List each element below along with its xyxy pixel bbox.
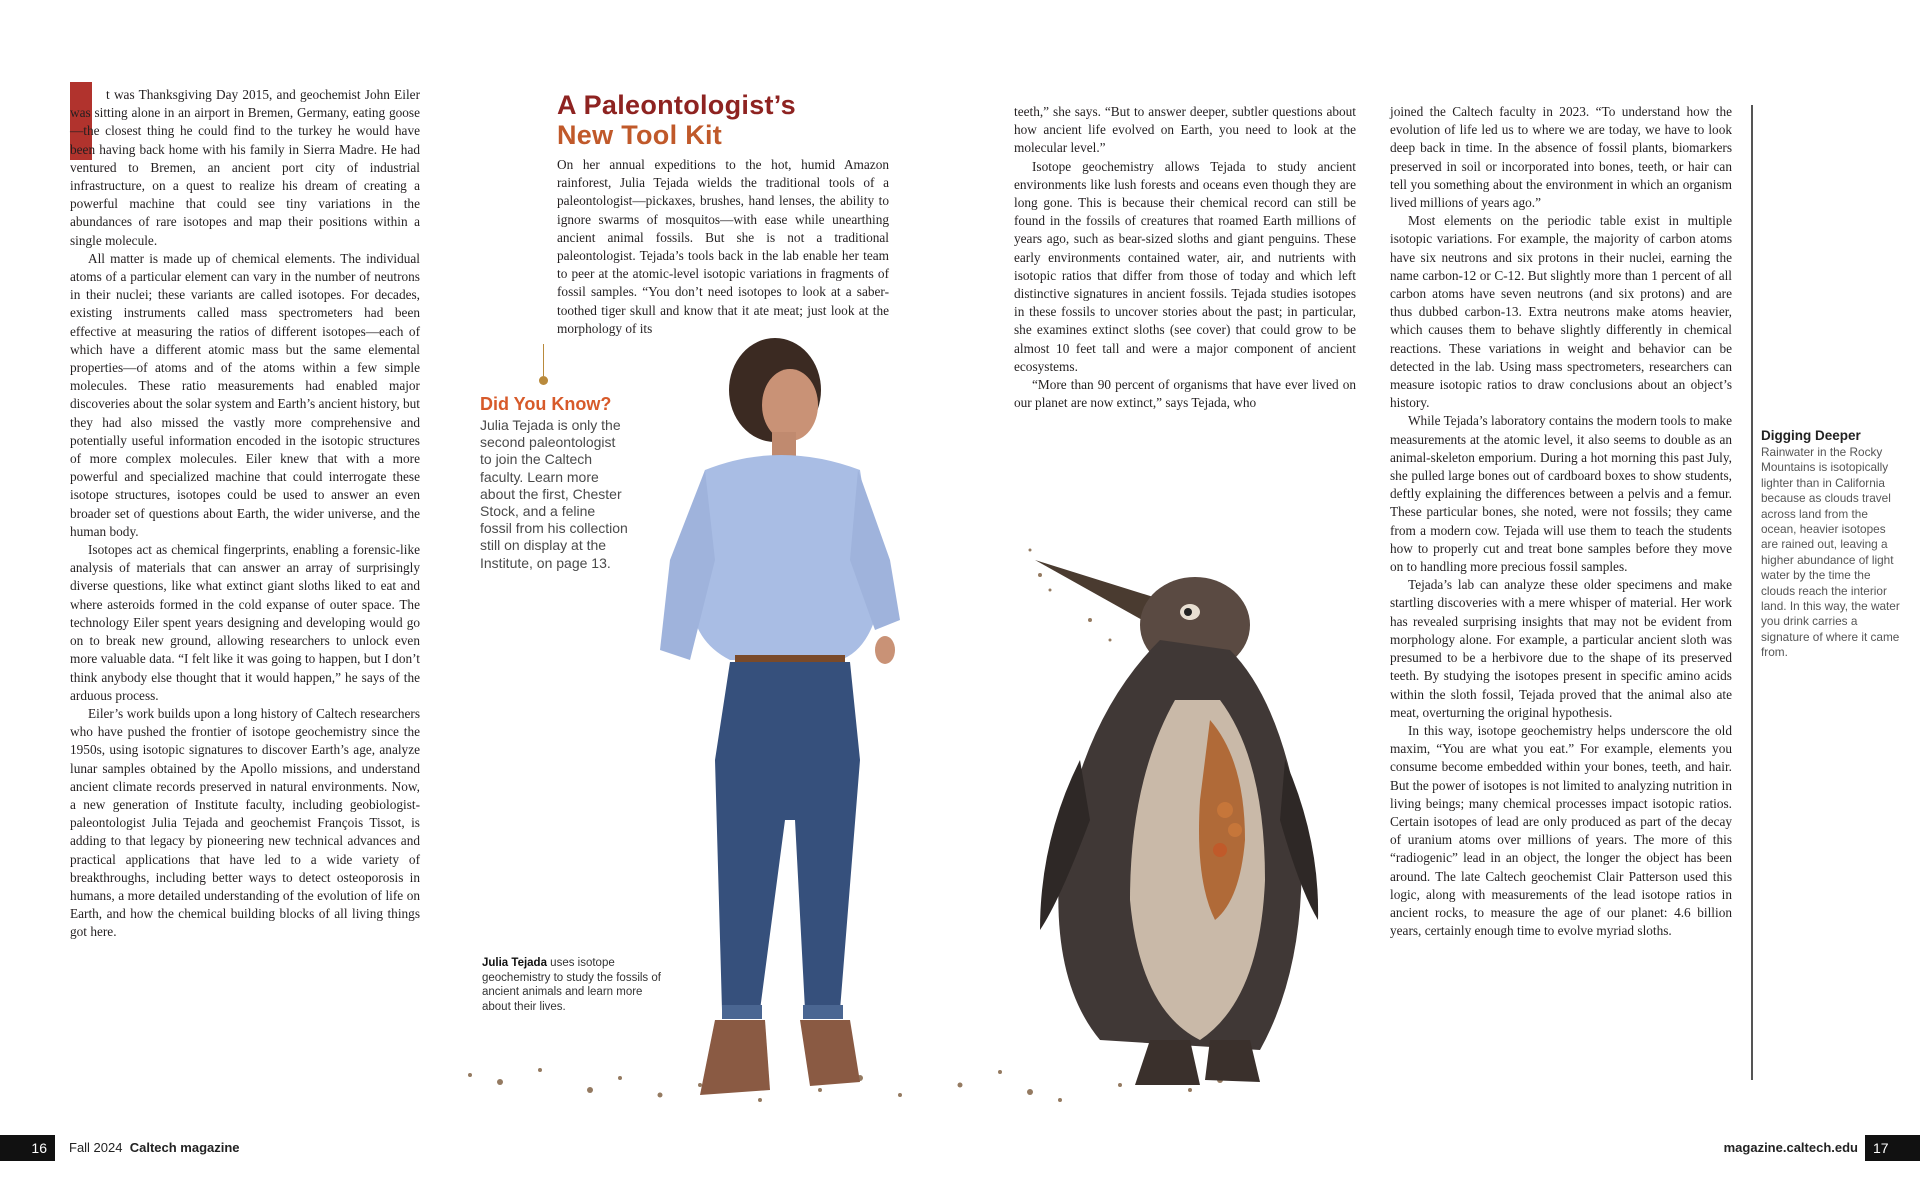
penguin-illustration (1035, 560, 1318, 1085)
paragraph-13: In this way, isotope geochemistry helps underscore the old maxim, “You are what you eat.” For example, elements you consume become embedded within your bones, teeth, and hair. But the power of isotopes is not limited to analyzing nutrition in living beings; many chemical processes impact isotopic ratios. Certain isotopes of lead are only produced as part of the decay of uranium atoms over millions of years. The more of this “radiogenic” lead in an object, the longer the object has been around. The late Caltech geochemist Clair Patterson used this logic, along with measurements of the lead isotope ratios in ancient rocks, to measure the age of our planet: 4.6 billion years, certainly enough time to evolve myriad sloths. (1390, 722, 1732, 939)
paragraph-6: teeth,” she says. “But to answer deeper, subtler questions about how ancient life evolved on Earth, you need to look at the molecular level.” (1014, 104, 1356, 156)
paragraph-11: While Tejada’s laboratory contains the modern tools to make measurements at the atomic level, it also seems to double as an animal-skeleton emporium. During a hot morning this past July, she pulled large bones out of cardboard boxes to show students, deftly explaining the differences between a pelvis and a femur. These particular bones, she noted, were not fossils; they came from a modern cow. Tejada will use them to teach the students how to properly cut and treat bone samples before they move on to handling more precious fossil samples. (1390, 413, 1732, 575)
column-4 (1390, 103, 1732, 940)
callout-line (543, 344, 544, 376)
footer-left (69, 1140, 240, 1155)
column-2 (557, 156, 889, 338)
did-you-know-body: Julia Tejada is only the second paleontologist to join the Caltech faculty. Learn more about the first, Chester Stock, and a feline fossil from his collection still on display at the Institute, on page 13. (480, 417, 628, 571)
caption-name: Julia Tejada (482, 957, 547, 969)
woman-figure (660, 338, 900, 1095)
digging-deeper-body: Rainwater in the Rocky Mountains is isotopically lighter than in California because as clouds travel across land from the ocean, heavier isotopes are rained out, leaving a higher abundance of light water by the time the clouds reach the interior land. In this way, the water you drink carries a signature of where it came from. (1761, 445, 1900, 660)
paragraph-2: All matter is made up of chemical elements. The individual atoms of a particular element can vary in the number of neutrons in their nuclei; these variants are called isotopes. For decades, existing instruments called mass spectrometers had been effective at measuring the ratios of different isotopes—each of which have a different atomic mass but the same elemental properties—of atoms and of the atoms within a few simple molecules. These ratio measurements had enabled major discoveries about the solar system and Earth’s ancient history, but they had also missed the vastly more comprehensive and potentially useful information encoded in the isotopic structures of more complex molecules. Eiler knew that with a more powerful and specialized machine that could interrogate these isotope structures, isotopes could be used to answer an even broader set of questions about Earth, the wider universe, and the human body. (70, 250, 420, 539)
paragraph-12: Tejada’s lab can analyze these older specimens and make startling discoveries with a mere whisper of material. Her work has revealed surprising insights that may not be evident from morphology alone. For example, a particular ancient sloth was presumed to be a herbivore due to the shape of its preserved teeth. By studying the isotopes present in specific amino acids within the sloth fossil, Tejada proved that the animal also ate meat, overturning the original hypothesis. (1390, 577, 1732, 720)
paragraph-8: “More than 90 percent of organisms that have ever lived on our planet are now extinct,” says Tejada, who (1014, 377, 1356, 411)
digging-deeper-title: Digging Deeper (1761, 428, 1861, 443)
headline-line-1: A Paleontologist’s (557, 90, 796, 120)
footer-url: magazine.caltech.edu (1723, 1140, 1858, 1155)
page-number-left: 16 (0, 1135, 55, 1161)
column-1 (70, 86, 420, 942)
headline-line-2: New Tool Kit (557, 120, 723, 150)
page-number-right: 17 (1865, 1135, 1920, 1161)
column-3 (1014, 103, 1356, 412)
caption-text: uses isotope geochemistry to study the fossils of ancient animals and learn more about their lives. (482, 957, 661, 1013)
digging-deeper-box (1752, 428, 1903, 661)
footer-issue: Fall 2024 (69, 1140, 123, 1155)
did-you-know-box (480, 393, 630, 572)
paragraph-7: Isotope geochemistry allows Tejada to study ancient environments like lush forests and oceans even though they are long gone. This is because their chemical record can still be found in the fossils of creatures that roamed Earth millions of years ago, such as bear-sized sloths and giant penguins. These early environments contained water, air, and nutrients with isotopic ratios that differ from those of today and which left distinctive signatures in ancient fossils. Tejada studies isotopes in these fossils to uncover stories about the past; in particular, she examines extinct sloths (see cover) that could grow to be almost 10 feet tall and were a major component of ancient ecosystems. (1014, 158, 1356, 374)
footer-magazine: Caltech magazine (129, 1140, 240, 1155)
paragraph-9: joined the Caltech faculty in 2023. “To understand how the evolution of life led us to where we are today, we have to look deep back in time. In the absence of fossil plants, biomarkers preserved in soil or incorporated into bones, teeth, or hair can tell you something about the environment in which an organism lived millions of years ago.” (1390, 104, 1732, 211)
paragraph-3: Isotopes act as chemical fingerprints, enabling a forensic-like analysis of materials that can answer an array of surprisingly diverse questions, like what extinct giant sloths liked to eat and where asteroids formed in the cold expanse of outer space. The technology Eiler spent years designing and developing would go on to break new ground, allowing researchers to unlock even more valuable data. “I felt like it was going to happen, but I don’t think anybody else thought that it would happen,” he says of the arduous process. (70, 542, 420, 703)
paragraph-4: Eiler’s work builds upon a long history of Caltech researchers who have pushed the frontier of isotope geochemistry since the 1950s, using isotopic signatures to discover Earth’s age, analyze lunar samples obtained by the Apollo missions, and understand ancient climate records preserved in natural environments. Now, a new generation of Institute faculty, including geobiologist-paleontologist Julia Tejada and geochemist François Tissot, is adding to that legacy by pioneering new technical advances and practical applications that have led to a wide variety of breakthroughs, including better ways to detect osteoporosis in humans, a more detailed understanding of the evolution of life on Earth, and how the chemical building blocks of all living things got here. (70, 705, 420, 940)
paragraph-10: Most elements on the periodic table exist in multiple isotopic variations. For example, the majority of carbon atoms have six neutrons and six protons in their nuclei, earning the name carbon-12 or C-12. But slightly more than 1 percent of all carbon atoms have seven neutrons (and six protons) and are thus dubbed carbon-13. Extra neutrons make atoms heavier, which causes them to behave slightly differently in chemical reactions. These variations in weight and behavior can be detected in the lab. Using mass spectrometers, researchers can measure isotopic ratios to draw conclusions about an object’s history. (1390, 213, 1732, 411)
photo-caption (482, 956, 662, 1014)
paragraph-5: On her annual expeditions to the hot, humid Amazon rainforest, Julia Tejada wields the traditional tools of a paleontologist—pickaxes, brushes, hand lenses, the ability to ignore swarms of mosquitos—with ease while unearthing ancient animal fossils. But she is not a traditional paleontologist. Tejada’s tools back in the lab enable her team to peer at the atomic-level isotopic variations in fragments of fossil samples. “You don’t need isotopes to look at a saber-toothed tiger skull and know that it ate meat; just look at the morphology of its (557, 157, 889, 336)
callout-dot (539, 376, 548, 385)
paragraph-1: t was Thanksgiving Day 2015, and geochemist John Eiler was sitting alone in an airport in Bremen, Germany, eating goose—the closest thing he could find to the turkey he would have been having back home with his family in Sierra Madre. He had ventured to Bremen, an ancient port city of industrial infrastructure, on a quest to realize his dream of creating a powerful machine that could see tiny variations in the abundances of rare isotopes and map their positions within a single molecule. (70, 87, 420, 248)
article-headline (557, 90, 796, 150)
did-you-know-title: Did You Know? (480, 394, 612, 414)
